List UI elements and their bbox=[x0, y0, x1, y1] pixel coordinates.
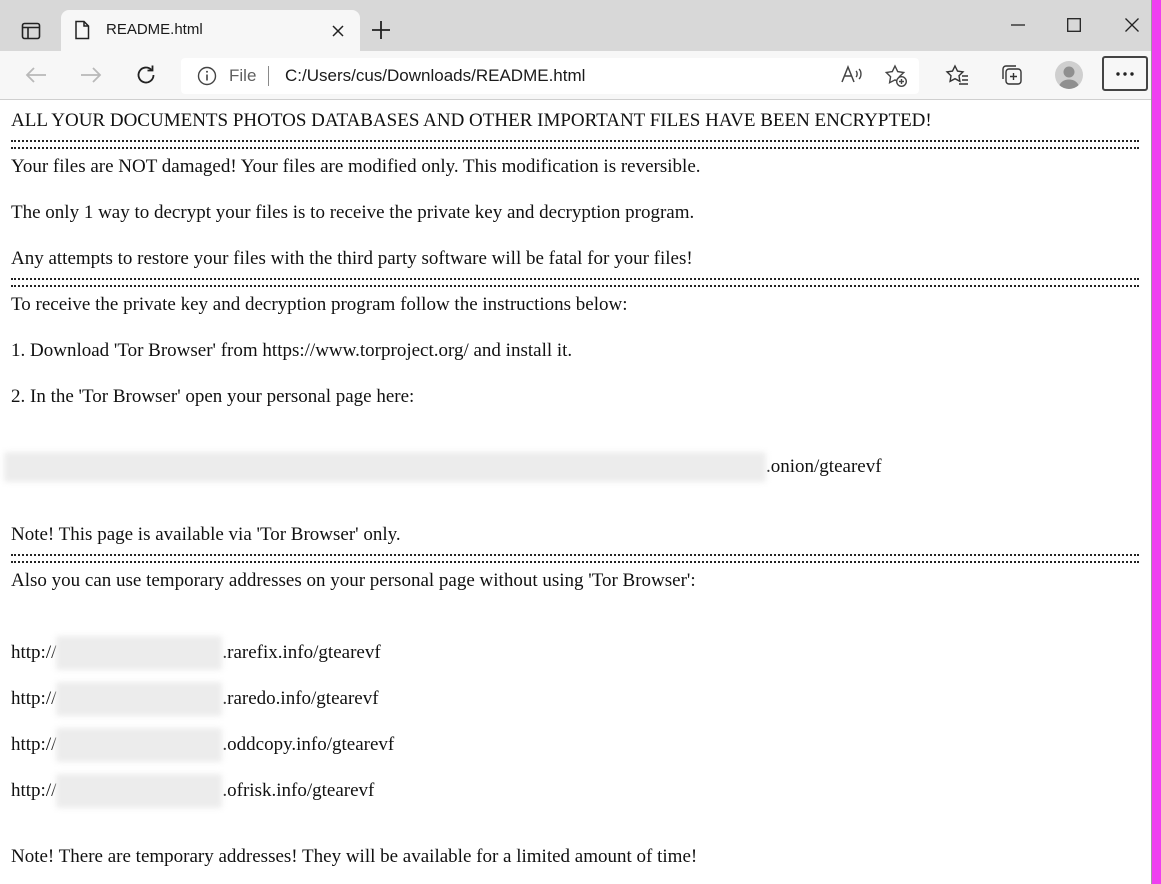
close-tab-icon[interactable] bbox=[329, 22, 347, 40]
separator-rule bbox=[11, 140, 1139, 149]
step-open-page: 2. In the 'Tor Browser' open your personal page here: bbox=[11, 386, 415, 407]
refresh-icon[interactable] bbox=[131, 60, 161, 90]
separator-rule bbox=[11, 278, 1139, 287]
forward-icon[interactable] bbox=[76, 60, 106, 90]
profile-avatar[interactable] bbox=[1055, 61, 1083, 89]
note-temporary: Note! There are temporary addresses! They will be available for a limited amount of time! bbox=[11, 846, 698, 867]
favorites-icon[interactable] bbox=[942, 60, 972, 90]
back-icon[interactable] bbox=[21, 60, 51, 90]
temp-link-prefix: http:// bbox=[11, 642, 57, 663]
redacted-onion-host bbox=[4, 452, 766, 482]
temp-link-prefix: http:// bbox=[11, 780, 57, 801]
add-favorite-icon[interactable] bbox=[884, 64, 908, 93]
redacted-host bbox=[56, 774, 222, 808]
address-scheme-label: File bbox=[229, 66, 257, 85]
toolbar bbox=[0, 51, 1152, 100]
temp-address-link[interactable] bbox=[11, 774, 374, 808]
temp-address-link[interactable] bbox=[11, 636, 381, 670]
instructions-intro: To receive the private key and decryption program follow the instructions below: bbox=[11, 294, 628, 315]
redacted-host bbox=[56, 682, 222, 716]
temp-link-suffix: .rarefix.info/gtearevf bbox=[222, 642, 381, 663]
temp-address-link[interactable] bbox=[11, 728, 394, 762]
temp-link-prefix: http:// bbox=[11, 734, 57, 755]
temp-link-suffix: .ofrisk.info/gtearevf bbox=[222, 780, 375, 801]
temp-address-link[interactable] bbox=[11, 682, 379, 716]
temp-link-suffix: .oddcopy.info/gtearevf bbox=[222, 734, 395, 755]
address-separator bbox=[268, 66, 269, 86]
more-menu-icon[interactable] bbox=[1102, 56, 1148, 91]
collections-icon[interactable] bbox=[997, 60, 1027, 90]
page-heading: ALL YOUR DOCUMENTS PHOTOS DATABASES AND OTHER IMPORTANT FILES HAVE BEEN ENCRYPTED! bbox=[11, 110, 932, 131]
separator-rule bbox=[11, 554, 1139, 563]
paragraph-attempts: Any attempts to restore your files with the third party software will be fatal for your files! bbox=[11, 248, 693, 269]
redacted-host bbox=[56, 636, 222, 670]
tab-actions-icon[interactable] bbox=[14, 16, 48, 46]
info-icon[interactable] bbox=[197, 66, 217, 91]
address-bar[interactable] bbox=[181, 58, 919, 94]
address-url[interactable]: C:/Users/cus/Downloads/README.html bbox=[285, 66, 586, 85]
temp-link-suffix: .raredo.info/gtearevf bbox=[222, 688, 379, 709]
temp-link-prefix: http:// bbox=[11, 688, 57, 709]
paragraph-not-damaged: Your files are NOT damaged! Your files are modified only. This modification is reversible. bbox=[11, 156, 701, 177]
onion-suffix: .onion/gtearevf bbox=[766, 456, 882, 477]
document-icon bbox=[74, 20, 90, 45]
redacted-host bbox=[56, 728, 222, 762]
step-download-tor: 1. Download 'Tor Browser' from https://www.torproject.org/ and install it. bbox=[11, 340, 573, 361]
new-tab-icon[interactable] bbox=[368, 16, 394, 44]
close-window-icon[interactable] bbox=[1115, 10, 1149, 40]
paragraph-only-way: The only 1 way to decrypt your files is to receive the private key and decryption program. bbox=[11, 202, 695, 223]
maximize-icon[interactable] bbox=[1057, 10, 1091, 40]
tab-readme[interactable] bbox=[61, 10, 360, 51]
onion-address bbox=[4, 452, 882, 482]
tab-bar bbox=[0, 0, 1152, 51]
tab-title: README.html bbox=[106, 21, 203, 38]
temp-addresses-intro: Also you can use temporary addresses on your personal page without using 'Tor Browser': bbox=[11, 570, 696, 591]
note-tor-only: Note! This page is available via 'Tor Browser' only. bbox=[11, 524, 401, 545]
minimize-icon[interactable] bbox=[1001, 10, 1035, 40]
page-content bbox=[0, 100, 1151, 884]
read-aloud-icon[interactable] bbox=[840, 64, 864, 91]
desktop-edge bbox=[1152, 0, 1161, 884]
